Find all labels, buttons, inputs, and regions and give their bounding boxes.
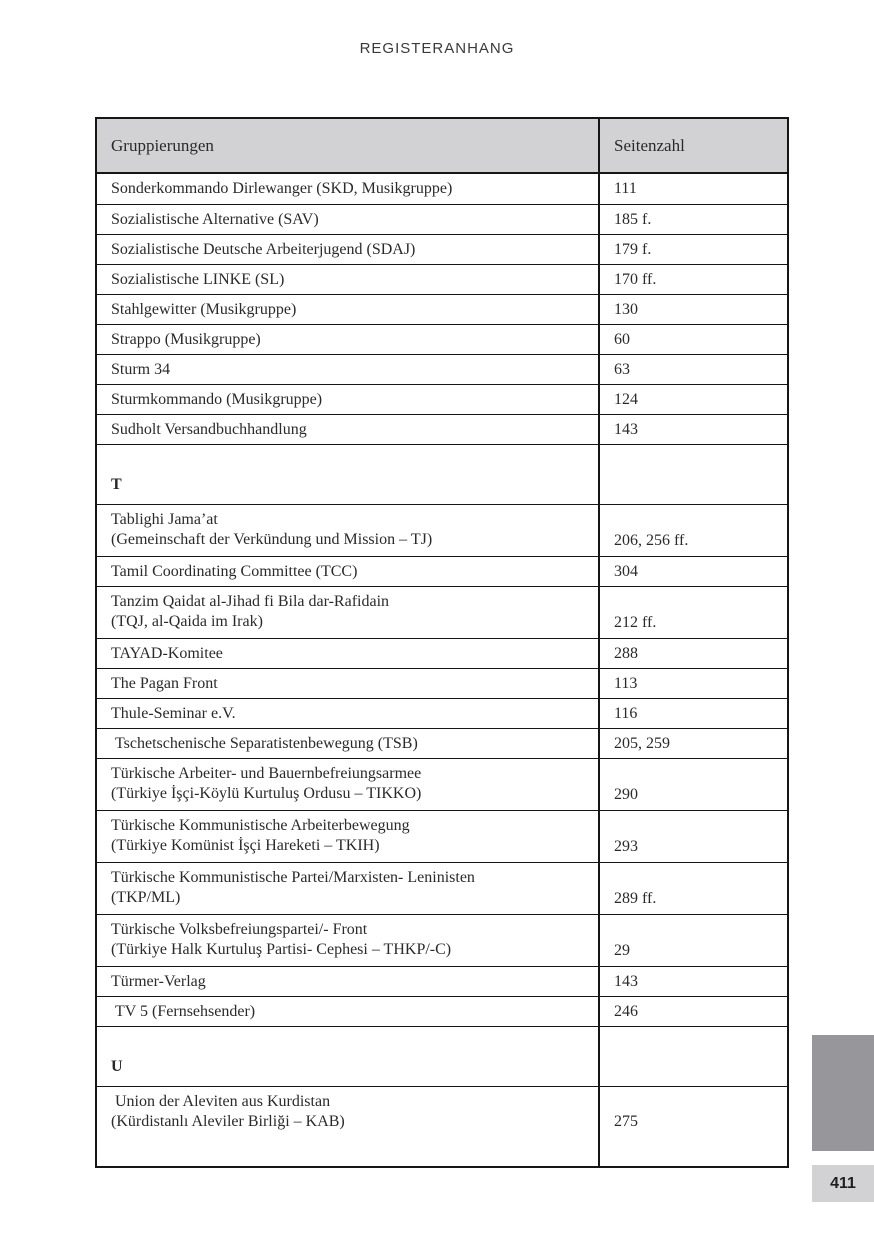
group-name-line: Sozialistische Alternative (SAV) [111, 210, 319, 228]
page-number-cell: 205, 259 [614, 734, 670, 752]
table-row [97, 914, 787, 966]
page-number-cell: 246 [614, 1002, 638, 1020]
table-row [97, 556, 787, 586]
page-number-cell: 116 [614, 704, 638, 722]
group-name-cell [97, 557, 600, 586]
group-name-cell [97, 863, 600, 914]
group-name-cell [97, 174, 600, 204]
page-number-cell: 293 [614, 838, 638, 855]
table-row [97, 354, 787, 384]
group-name-cell [97, 759, 600, 810]
group-name-cell [97, 997, 600, 1026]
group-name-cell [97, 325, 600, 354]
table-row [97, 324, 787, 354]
page-number-cell: 130 [614, 300, 638, 318]
table-row [97, 758, 787, 810]
table-body [97, 174, 787, 1166]
table-header-row [97, 119, 787, 174]
page-title: REGISTERANHANG [359, 40, 515, 57]
page-number-cell: 63 [614, 360, 630, 378]
group-name-cell [97, 729, 600, 758]
page-number-cell: 304 [614, 562, 638, 580]
table-row [97, 728, 787, 758]
group-name-cell [97, 669, 600, 698]
group-name-line: TAYAD-Komitee [111, 644, 223, 662]
page-number-badge: 411 [812, 1165, 874, 1202]
chapter-thumb-tab [812, 1035, 874, 1151]
group-name-line: Sturm 34 [111, 360, 171, 378]
group-name-cell [97, 699, 600, 728]
table-row [97, 586, 787, 638]
group-name-line: Sozialistische LINKE (SL) [111, 270, 285, 288]
group-name-cell [97, 265, 600, 294]
page-number-cell: 29 [614, 942, 630, 959]
page-number-cell: 124 [614, 390, 638, 408]
group-name-line: Tamil Coordinating Committee (TCC) [111, 562, 358, 580]
group-name-line: Tanzim Qaidat al-Jihad fi Bila dar-Rafidain [111, 593, 390, 610]
group-name-line: Sturmkommando (Musikgruppe) [111, 390, 323, 408]
group-name-cell [97, 587, 600, 638]
page-number-cell: 290 [614, 786, 638, 803]
group-name-cell [97, 639, 600, 668]
page-number-cell: 275 [614, 1113, 638, 1130]
column-header-seitenzahl: Seitenzahl [614, 135, 685, 155]
group-name-line: U [111, 1058, 123, 1075]
page-number-cell: 185 f. [614, 210, 652, 228]
table-row [97, 234, 787, 264]
page-number-cell [600, 445, 787, 504]
group-name-cell [97, 415, 600, 444]
group-name-line: T [111, 476, 122, 493]
group-name-line: Sonderkommando Dirlewanger (SKD, Musikgruppe) [111, 180, 453, 197]
page-number-cell: 60 [614, 330, 630, 348]
group-name-line: (Kürdistanlı Aleviler Birliği – KAB) [111, 1113, 345, 1130]
page-number-cell: 212 ff. [614, 614, 657, 631]
group-name-cell [97, 1027, 600, 1086]
page-number-cell: 289 ff. [614, 890, 657, 907]
table-row [97, 996, 787, 1026]
column-header-gruppierungen: Gruppierungen [97, 119, 600, 172]
group-name-line: Sozialistische Deutsche Arbeiterjugend (SDAJ) [111, 240, 416, 258]
table-row [97, 504, 787, 556]
group-name-line: Union der Aleviten aus Kurdistan [111, 1093, 331, 1110]
group-name-line: Tschetschenische Separatistenbewegung (TSB) [111, 734, 418, 752]
table-row [97, 668, 787, 698]
group-name-line: Thule-Seminar e.V. [111, 704, 236, 722]
table-row [97, 414, 787, 444]
table-row [97, 638, 787, 668]
table-row [97, 698, 787, 728]
group-name-cell [97, 295, 600, 324]
table-row [97, 264, 787, 294]
group-name-line: Türkische Arbeiter- und Bauernbefreiungsarmee [111, 765, 422, 782]
group-name-cell [97, 505, 600, 556]
group-name-cell [97, 355, 600, 384]
page-number-cell: 288 [614, 644, 638, 662]
group-name-line: Türkische Kommunistische Partei/Marxisten- Leninisten [111, 869, 475, 886]
group-name-cell [97, 385, 600, 414]
page-number-cell: 143 [614, 972, 638, 990]
table-row [97, 810, 787, 862]
register-table [95, 117, 789, 1168]
page-number-cell: 170 ff. [614, 270, 657, 288]
group-name-cell [97, 235, 600, 264]
group-name-line: (TKP/ML) [111, 889, 181, 906]
group-name-line: Türkische Volksbefreiungspartei/- Front [111, 921, 368, 938]
group-name-cell [97, 205, 600, 234]
group-name-line: (Türkiye İşçi-Köylü Kurtuluş Ordusu – TIKKO) [111, 785, 422, 802]
table-row [97, 1026, 787, 1086]
group-name-line: (TQJ, al-Qaida im Irak) [111, 613, 263, 630]
table-row [97, 1086, 787, 1166]
group-name-line: Türmer-Verlag [111, 972, 206, 990]
group-name-line: Türkische Kommunistische Arbeiterbewegung [111, 817, 410, 834]
table-row [97, 294, 787, 324]
table-row [97, 204, 787, 234]
group-name-line: (Gemeinschaft der Verkündung und Mission – TJ) [111, 531, 433, 548]
group-name-cell [97, 445, 600, 504]
page-number-cell: 113 [614, 674, 638, 692]
group-name-line: Tablighi Jama’at [111, 511, 218, 528]
group-name-line: The Pagan Front [111, 674, 218, 692]
group-name-cell [97, 1087, 600, 1166]
page-number-cell: 206, 256 ff. [614, 532, 689, 549]
page-number-cell [600, 1027, 787, 1086]
table-row [97, 174, 787, 204]
group-name-cell [97, 967, 600, 996]
page-number-cell: 179 f. [614, 240, 652, 258]
page-number-cell: 143 [614, 420, 638, 438]
group-name-cell [97, 811, 600, 862]
group-name-line: Strappo (Musikgruppe) [111, 330, 261, 348]
page-number-cell: 111 [614, 180, 637, 197]
group-name-line: (Türkiye Halk Kurtuluş Partisi- Cephesi – THKP/-C) [111, 941, 452, 958]
group-name-line: (Türkiye Komünist İşçi Hareketi – TKIH) [111, 837, 380, 854]
group-name-line: Sudholt Versandbuchhandlung [111, 420, 307, 438]
table-row [97, 966, 787, 996]
group-name-cell [97, 915, 600, 966]
group-name-line: TV 5 (Fernsehsender) [111, 1002, 256, 1020]
table-row [97, 862, 787, 914]
table-row [97, 444, 787, 504]
group-name-line: Stahlgewitter (Musikgruppe) [111, 300, 297, 318]
table-row [97, 384, 787, 414]
